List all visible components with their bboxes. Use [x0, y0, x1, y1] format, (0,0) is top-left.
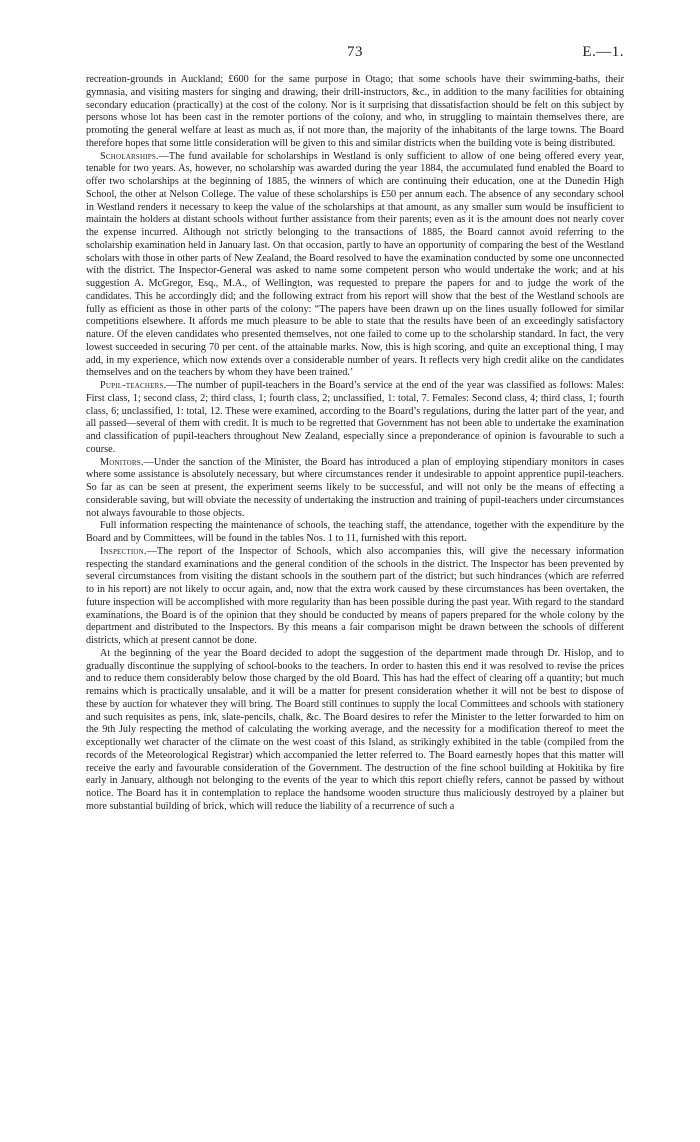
paragraph-pupil-teachers	[86, 380, 624, 457]
paragraph-full-information	[86, 520, 624, 546]
body-text	[86, 74, 624, 814]
series-reference: E.—1.	[582, 44, 624, 60]
paragraph-text: —The report of the Inspector of Schools, which also accompanies this, will give the necessary information respecting the standard examinations and the general condition of the schools in the district. The Inspector has been prevented by several circumstances from visiting the distant schools in the southern part of the district; but such hindrances (which are referred to in his report) are not likely to occur again, and, now that the extra work caused by these circumstances has been overtaken, the future inspection will be accomplished with more regularity than has been possible during the past year. With regard to the standard examinations, the Board is of the opinion that they should be conducted by means of papers prepared for the whole colony by the department and distributed to the Inspectors. By this means a fair comparison might be drawn between the schools of different districts, which at present cannot be done.	[86, 545, 624, 646]
page-number: 73	[347, 44, 363, 60]
page-header	[86, 44, 624, 66]
paragraph-scholarships	[86, 151, 624, 381]
paragraph-school-books	[86, 648, 624, 814]
paragraph-text: —Under the sanction of the Minister, the Board has introduced a plan of employing stipendiary monitors in cases where some assistance is absolutely necessary, but where circumstances render it undesirable to appoint apprentice pupil-teachers. So far as can be seen at present, the experiment seems likely to be successful, and will not only be the means of effecting a considerable saving, but will obviate the necessity of undertaking the instruction and training of pupil-teachers under circumstances not always favourable to those objects.	[86, 456, 624, 519]
section-heading-scholarships: Scholarships.	[100, 150, 159, 162]
paragraph-recreation-grounds	[86, 74, 624, 151]
paragraph-monitors	[86, 457, 624, 521]
paragraph-inspection	[86, 546, 624, 648]
section-heading-inspection: Inspection.	[100, 545, 147, 557]
section-heading-monitors: Monitors.	[100, 456, 144, 468]
paragraph-text: —The number of pupil-teachers in the Board’s service at the end of the year was classified as follows: Males: First class, 1; second class, 2; third class, 1; fourth class, 2; unclassified, 1: total, 7. Females: Second class, 4; third class, 1; fourth class, 6; unclassified, 1: total, 12. These were examined, according to the Board’s regulations, during the latter part of the year, and all passed—several of them with credit. It is much to be regretted that Government has not been able to undertake the examination and classification of pupil-teachers throughout New Zealand, especially since a preponderance of opinion is favourable to such a course.	[86, 380, 624, 455]
section-heading-pupil-teachers: Pupil-teachers.	[100, 380, 167, 391]
paragraph-text: At the beginning of the year the Board decided to adopt the suggestion of the department made through Dr. Hislop, and to gradually discontinue the supplying of school-books to the teachers. In order to hasten this end it was resolved to revise the prices and to reduce them considerably below those charged by the old Board. This has had the effect of clearing off a quantity; but much remains which is practically unsalable, and it will be a matter for present consideration whether it will not be best to dispose of these by auction for whatever they will bring. The Board still continues to supply the local Committees and schools with stationery and such requisites as pens, ink, slate-pencils, chalk, &c. The Board desires to refer the Minister to the letter forwarded to him on the 9th July respecting the method of calculating the working average, and the necessity for a modification thereof to meet the exceptionally wet character of the climate on the west coast of this Island, as strikingly exhibited in the table (compiled from the records of the Meteorological Registrar) which accompanied the letter referred to. The Board earnestly hopes that this matter will receive the early and favourable consideration of the Government. The destruction of the fine school building at Hokitika by fire early in January, although not belonging to the events of the year to which this report chiefly refers, cannot be passed by without notice. The Board has it in contemplation to replace the handsome wooden structure thus maliciously destroyed by a plainer but more substantial building of brick, which will reduce the liability of a recurrence of such a	[86, 647, 624, 812]
paragraph-text: —The fund available for scholarships in Westland is only sufficient to allow of one being offered every year, tenable for two years. As, however, no scholarship was awarded during the year 1884, the accumulated fund enabled the Board to offer two scholarships at the beginning of 1885, the winners of which are continuing their education, one at the Dunedin High School, the other at Nelson College. The value of these scholarships is £50 per annum each. The absence of any secondary school in Westland renders it necessary to keep the value of the scholarships at that amount, as any smaller sum would be insufficient to maintain the holders at distant schools without further assistance from their parents; even as it is the amount does not nearly cover the expense incurred. Although not strictly belonging to the transactions of 1885, the Board cannot avoid referring to the scholarship examination held in January last. On that occasion, partly to have an opportunity of comparing the best of the Westland scholars with those in other parts of New Zealand, the Board resolved to have the examination conducted by some one unconnected with the district. The Inspector-General was asked to name some competent person who would undertake the work; and at his suggestion A. McGregor, Esq., M.A., of Wellington, was requested to prepare the papers for and to judge the work of the candidates. This he accordingly did; and the following extract from his report will show that the best of the Westland schools are fully as efficient as those in other parts of the colony: “The papers have been drawn up on the lines usually followed for similar competitions elsewhere. It affords me much pleasure to be able to state that the results have been of an exceedingly satisfactory nature. Of the eleven candidates who presented themselves, not one failed to come up to the scholarship standard. In fact, the very lowest succeeded in securing 70 per cent. of the attainable marks. Now, this is high scoring, and quite an exceptional thing, I may add, in my experience, which now extends over a considerable number of years. It reflects very high credit alike on the candidates themselves and on the teachers by whom they have been trained.’	[86, 150, 624, 379]
paragraph-text: recreation-grounds in Auckland; £600 for the same purpose in Otago; that some schools have their swimming-baths, their gymnasia, and visiting masters for singing and drawing, their drill-instructors, &c., in addition to the many facilities for obtaining secondary education (practically) at the cost of the colony. Nor is it surprising that dissatisfaction should be felt on this subject by persons whose lot has been cast in the remoter portions of the colony, and who, in struggling to maintain themselves there, are promoting the general welfare at least as much as, if not more than, the majority of the inhabitants of the large towns. The Board therefore hopes that some little consideration will be given to this and similar districts when the building vote is being distributed.	[86, 74, 624, 149]
paragraph-text: Full information respecting the maintenance of schools, the teaching staff, the attendance, together with the expenditure by the Board and by Committees, will be found in the tables Nos. 1 to 11, furnished with this report.	[86, 520, 624, 544]
